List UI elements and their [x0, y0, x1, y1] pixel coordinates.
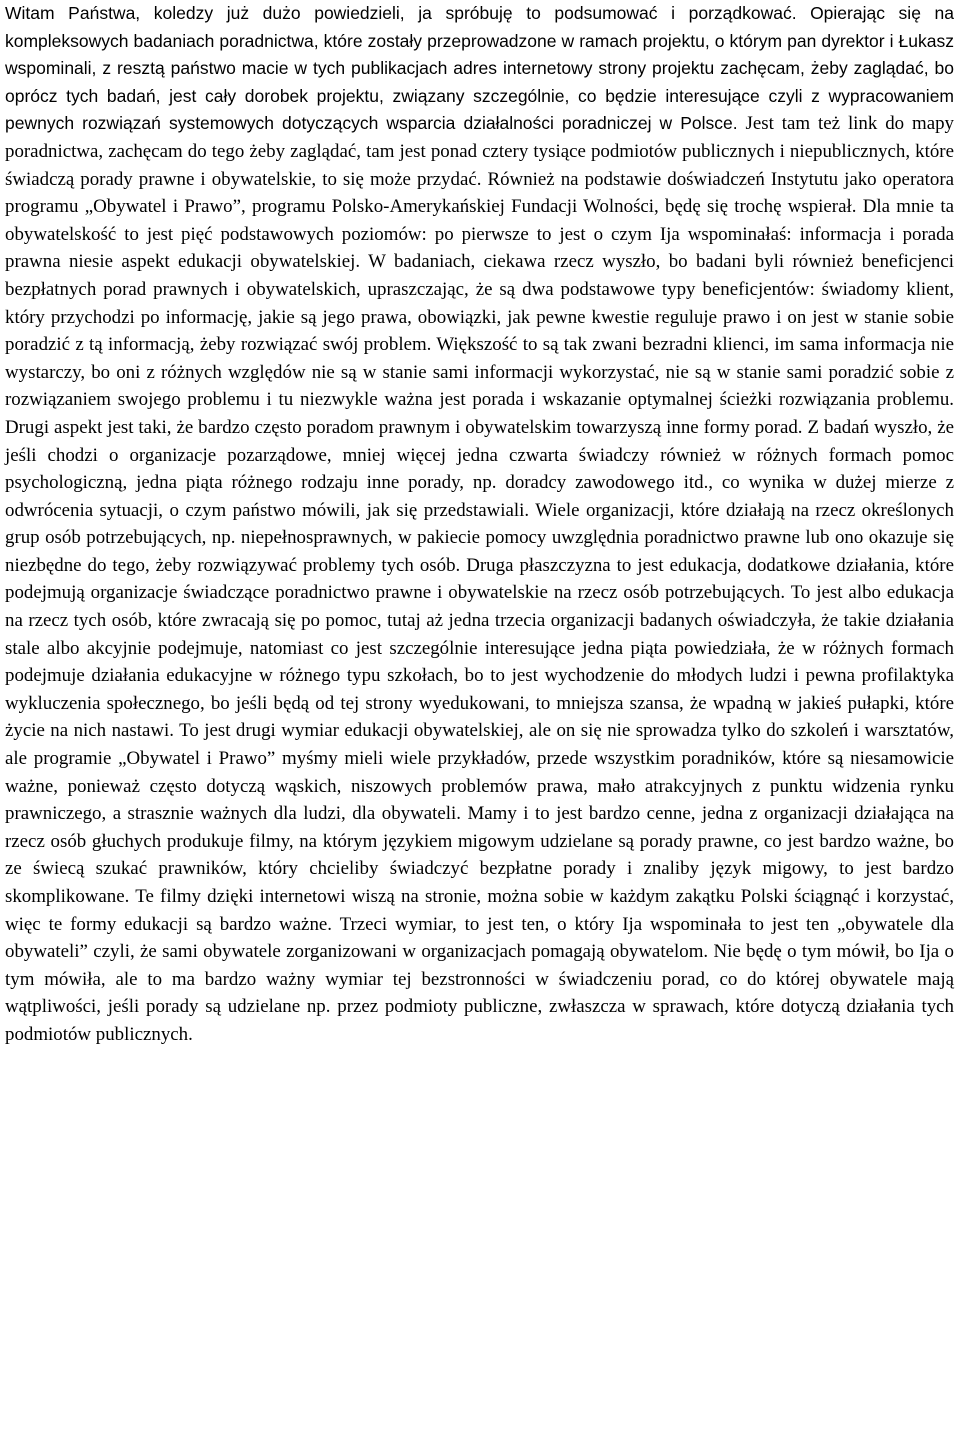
sentence: Również na podstawie doświadczeń Instytutu jako operatora programu „Obywatel i Prawo”, programu Polsko-Amerykańskiej Fundacji Wolności, będę się trochę wspierał. [5, 168, 954, 218]
sentence: Druga płaszczyzna to jest edukacja, dodatkowe działania, które podejmują organizacje świadczące poradnictwo prawne i obywatelskie na rzecz osób potrzebujących. [5, 554, 954, 604]
sentence: Witam Państwa, koledzy już dużo powiedzieli, ja spróbuję to podsumować i porządkować. [5, 3, 797, 23]
sentence: Większość to są tak zwani bezradni klienci, im sama informacja nie wystarczy, bo oni z różnych względów nie są w stanie sami informacji wykorzystać, nie są w stanie sami poradzić sobie z rozwiązaniem swojego problemu i tu niezwykle ważna jest porada i wskazanie optymalnej ścieżki rozwiązania problemu. [5, 334, 955, 411]
sentence: W badaniach, ciekawa rzecz wyszło, bo badani byli również beneficjenci bezpłatnych porad prawnych i obywatelskich, upraszczając, że są dwa podstawowe typy beneficjentów: świadomy klient, który przychodzi po informację, jakie są jego prawa, obowiązki, jak pewne kwestie reguluje prawo i on jest w stanie sobie poradzić z tą informacją, żeby rozwiązać swój problem. [5, 251, 954, 356]
sentence: To jest albo edukacja na rzecz tych osób, które zwracają się po pomoc, tutaj aż jedna trzecia organizacji badanych oświadczyła, że takie działania stale albo akcyjnie podejmuje, natomiast co jest szczególnie interesujące jedna piąta powiedziała, że w różnych formach podejmuje działania edukacyjne w różnego typu szkołach, bo to jest wychodzenie do młodych ludzi i pewna profilaktyka wykluczenia społecznego, bo jeśli będą od tej strony wyedukowani, to mniejsza szansa, że wpadną w jakieś pułapki, które życie na nich nastawi. [5, 582, 955, 742]
sentence: Dla mnie ta obywatelskość to jest pięć podstawowych poziomów: po pierwsze to jest o czym Ija wspominałaś: informacja i porada prawna niesie aspekt edukacji obywatelskiej. [5, 196, 954, 273]
sentence: Nie będę o tym mówił, bo Ija o tym mówiła, ale to ma bardzo ważny wymiar tej bezstronności w świadczeniu porad, co do której obywatele mają wątpliwości, jeśli porady są udzielane np. przez podmioty publiczne, zwłaszcza w sprawach, które dotyczą działania tych podmiotów publicznych. [5, 941, 954, 1045]
body-paragraph [5, 0, 954, 1049]
sentence: Jest tam też link do mapy poradnictwa, zachęcam do tego żeby zaglądać, tam jest ponad cztery tysiące podmiotów publicznych i niepublicznych, które świadczą porady prawne i obywatelskie, to się może przydać. [5, 113, 955, 190]
sentence: Drugi aspekt jest taki, że bardzo często poradom prawnym i obywatelskim towarzyszą inne formy porad. [5, 416, 803, 438]
sentence: Trzeci wymiar, to jest ten, o który Ija wspominała to jest ten „obywatele dla obywateli” czyli, że sami obywatele zorganizowani w organizacjach pomagają obywatelom. [5, 913, 954, 963]
sentence: Z badań wyszło, że jeśli chodzi o organizacje pozarządowe, mniej więcej jedna czwarta świadczy również w różnych formach pomoc psychologiczną, jedna piąta różnego rodzaju inne porady, np. doradcy zawodowego itd., co wynika w dużej mierze z odwrócenia sytuacji, o czym państwo mówili, jak się przedstawiali. [5, 416, 954, 521]
sentence: To jest drugi wymiar edukacji obywatelskiej, ale on się nie sprowadza tylko do szkoleń i warsztatów, ale programie „Obywatel i Prawo” myśmy mieli wiele przykładów, przede wszystkim poradników, które są niesamowicie ważne, ponieważ często dotyczą wąskich, niszowych problemów prawa, mało atrakcyjnych z punktu widzenia rynku prawniczego, a strasznie ważnych dla ludzi, dla obywateli. [5, 720, 955, 825]
sentence: Opierając się na kompleksowych badaniach poradnictwa, które zostały przeprowadzone w ramach projektu, o którym pan dyrektor i Łukasz wspominali, z resztą państwo macie w tych publikacjach adres internetowy strony projektu zachęcam, żeby zaglądać, bo oprócz tych badań, jest cały dorobek projektu, związany szczególnie, co będzie interesujące czyli z wypracowaniem pewnych rozwiązań systemowych dotyczących wsparcia działalności poradniczej w Polsce. [5, 3, 954, 134]
sentence: Te filmy dzięki internetowi wiszą na stronie, można sobie w każdym zakątku Polski ściągnąć i korzystać, więc te formy edukacji są bardzo ważne. [5, 886, 954, 935]
sentence: Mamy i to jest bardzo cenne, jedna z organizacji działająca na rzecz osób głuchych produkuje filmy, na którym językiem migowym udzielane są porady prawne, co jest bardzo ważne, bo ze świecą szukać prawników, który chcieliby świadczyć bezpłatne porady i znaliby język migowy, to jest bardzo skomplikowane. [5, 803, 954, 907]
sentence: Wiele organizacji, które działają na rzecz określonych grup osób potrzebujących, np. niepełnosprawnych, w pakiecie pomocy uwzględnia poradnictwo prawne lub ono okazuje się niezbędne do tego, żeby rozwiązywać problemy tych osób. [5, 499, 954, 576]
